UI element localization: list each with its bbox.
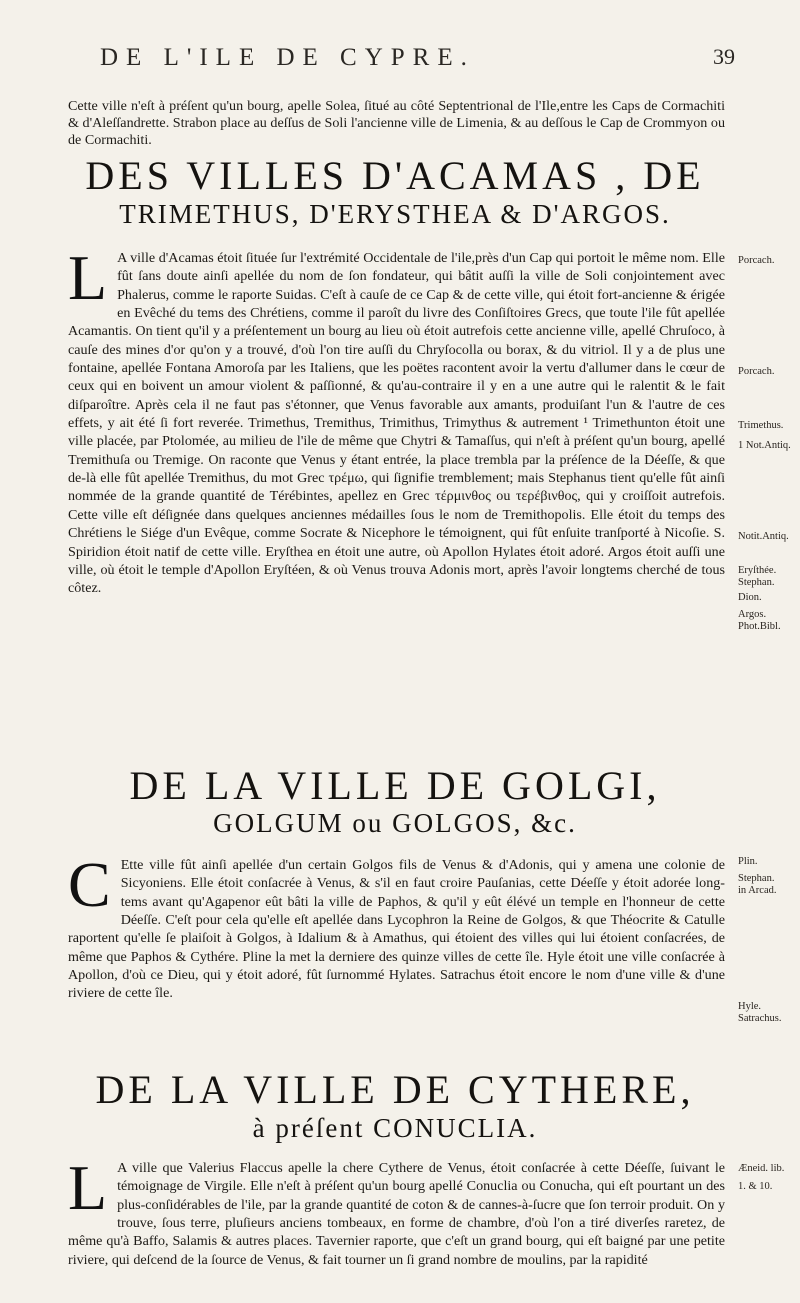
- section1-title-line2: TRIMETHUS, D'ERYSTHEA & D'ARGOS.: [119, 199, 671, 229]
- margin-note: Trimethus.: [738, 420, 784, 431]
- section2-title-line2: GOLGUM ou GOLGOS, &c.: [213, 808, 577, 838]
- section3-title-line1: DE LA VILLE DE CYTHERE,: [95, 1067, 695, 1112]
- section2-drop-cap: C: [68, 849, 111, 920]
- section3-text: A ville que Valerius Flaccus apelle la chere Cythere de Venus, étoit conſacrée à cette Déeſſe, ſuivant le témoignage de Virgile. Elle n'eſt à préſent qu'un bourg apellé Conuclia ou Conucha, qui eſt pourtant un des plus-conſidérables de l'ile, par la grande quantité de coton & de cannes-à-ſucre que ſon terroir produit. On y trouve, ſous terre, pluſieurs anciens tombeaux, en forme de chambre, d'où l'on a tiré diverſes raretez, de même qu'à Baffo, Salamis & autres places. Tavernier raporte, que c'eſt un grand bourg, qui eſt baigné par une petite riviere, qui deſcend de la ſource de Venus, & fait tourner un ſi grand nombre de moulins, par la rapidité: [68, 1160, 725, 1268]
- margin-note: Satrachus.: [738, 1013, 782, 1024]
- section3-title-line2: à préſent CONUCLIA.: [252, 1113, 538, 1143]
- margin-note: Argos.: [738, 609, 767, 620]
- margin-note: 1 Not.Antiq.: [738, 440, 791, 451]
- margin-note: Stephan.: [738, 873, 775, 884]
- margin-note: 1. & 10.: [738, 1181, 773, 1192]
- margin-note: Phot.Bibl.: [738, 621, 781, 632]
- margin-note: Æneid. lib.: [738, 1163, 785, 1174]
- intro-paragraph: Cette ville n'eſt à préſent qu'un bourg, apelle Solea, ſitué au côté Septentrional de l'Ile,entre les Caps de Cormachiti & d'Aleſſandrette. Strabon place au deſſus de Soli l'ancienne ville de Limenia, & au deſſous le Cap de Crommyon ou de Cormachiti.: [68, 98, 725, 149]
- section2-paragraph: [68, 849, 725, 1003]
- section1-text: A ville d'Acamas étoit ſituée ſur l'extrémité Occidentale de l'ile,près d'un Cap qui portoit le même nom. Elle fût ſans doute ainſi apellée du nom de ſon fondateur, qui bâtit auſſi la ville de Soli conjointement avec Phalerus, comme le raporte Suidas. C'eſt à cauſe de ce Cap & de cette ville, qui étoit fort-ancienne & érigée en Evêché du tems des Chrétiens, comme il paroît du livre des Conſiſtoires Grecs, que toute l'ile fût apellée Acamantis. On tient qu'il y a préſentement un bourg au lieu où étoit autrefois cette ancienne ville, apellé Chruſoco, à cauſe des mines d'or qu'on y a trouvé, d'où l'on tire auſſi du Chryſocolla ou borax, & du vitriol. Il y a de plus une fontaine, apellée Fontana Amoroſa par les Italiens, que les poëtes racontent avoir la vertu d'allumer dans le cœur de ceux qui en boivent un amour violent & paſſionné, & qu'au-contraire il y en a une autre qui le ralentit & le fait diſparoître. Après cela il ne faut pas s'étonner, que Venus favorable aux amants, produiſant l'un & l'autre de ces effets, y ait été ſi fort reverée. Trimethus, Tremithus, Trimithus, Trimythus & autrement ¹ Trimethunton étoit une ville placée, par Ptolomée, au milieu de l'ile de même que Chytri & Tamaſſus, qui n'eſt à préſent qu'un bourg, apellé Tremithuſa ou Tremige. On raconte que Venus y étant entrée, la place trembla par la préſence de la Déeſſe, & que de-là elle fût apellée Tremithus, du mot Grec τρέμω, qui ſignifie tremblement; mais Stephanus tient qu'elle fût ainſi nommée de la grande quantité de Térébintes, apellez en Grec τέρμινθος ou τερέβινθος, qui y croiſſoit autrefois. Cette ville eſt déſignée dans quelques anciennes médailles ſous le nom de Tremithopolis. Elle étoit du temps des Chrétiens le Siége d'un Evêque, comme Socrate & Nicephore le témoignent, qui fût enſuite tranſporté à Nicoſie. S. Spiridion étoit natif de cette ville. Eryſthea en étoit une autre, où Apollon Hylates étoit adoré. Argos étoit auſſi une ville, où étoit le temple d'Apollon Eryſtéen, & où Venus trouva Adonis mort, après l'avoir longtems cherché de tous côtez.: [68, 250, 725, 597]
- section1-drop-cap: L: [68, 242, 108, 313]
- margin-note: Porcach.: [738, 255, 775, 266]
- margin-note: Dion.: [738, 592, 762, 603]
- section3-drop-cap: L: [68, 1152, 108, 1223]
- section2-text: Ette ville fût ainſi apellée d'un certain Golgos fils de Venus & d'Adonis, qui y amena une colonie de Sicyoniens. Elle étoit conſacrée à Venus, & s'il en faut croire Pauſanias, cette Déeſſe y étoit adorée long-tems avant qu'Agapenor eût bâti la ville de Paphos, & qu'il y eût élévé un temple en l'honneur de cette Déeſſe. C'eſt pour cela qu'elle eſt apellée dans Lycophron la Reine de Golgos, & que Théocrite & Catulle raportent qu'elle ſe plaiſoit à Golgos, à Idalium & à Amathus, qui étoient des villes qui lui étoient conſacrées, de même que Paphos & Cythére. Pline la met la derniere des quinze villes de cette île. Hyle étoit une ville conſacrée à Apollon, d'où ce Dieu, qui y étoit adoré, fût ſurnommé Hylates. Satrachus étoit encore le nom d'une ville & d'une riviere de cette île.: [68, 857, 725, 1002]
- page-number: 39: [713, 44, 735, 69]
- section2-title-line1: DE LA VILLE DE GOLGI,: [129, 763, 661, 808]
- running-head: [80, 44, 735, 80]
- margin-note: Notit.Antiq.: [738, 531, 789, 542]
- margin-note: in Arcad.: [738, 885, 777, 896]
- margin-note: Porcach.: [738, 366, 775, 377]
- margin-note: Hyle.: [738, 1001, 762, 1012]
- section1-paragraph: [68, 242, 725, 598]
- margin-note: Stephan.: [738, 577, 775, 588]
- section3-paragraph: [68, 1152, 725, 1269]
- margin-note: Plin.: [738, 856, 758, 867]
- margin-note: Eryſthée.: [738, 565, 777, 576]
- section1-title-line1: DES VILLES D'ACAMAS , DE: [85, 153, 705, 198]
- running-title: DE L'ILE DE CYPRE.: [100, 44, 475, 71]
